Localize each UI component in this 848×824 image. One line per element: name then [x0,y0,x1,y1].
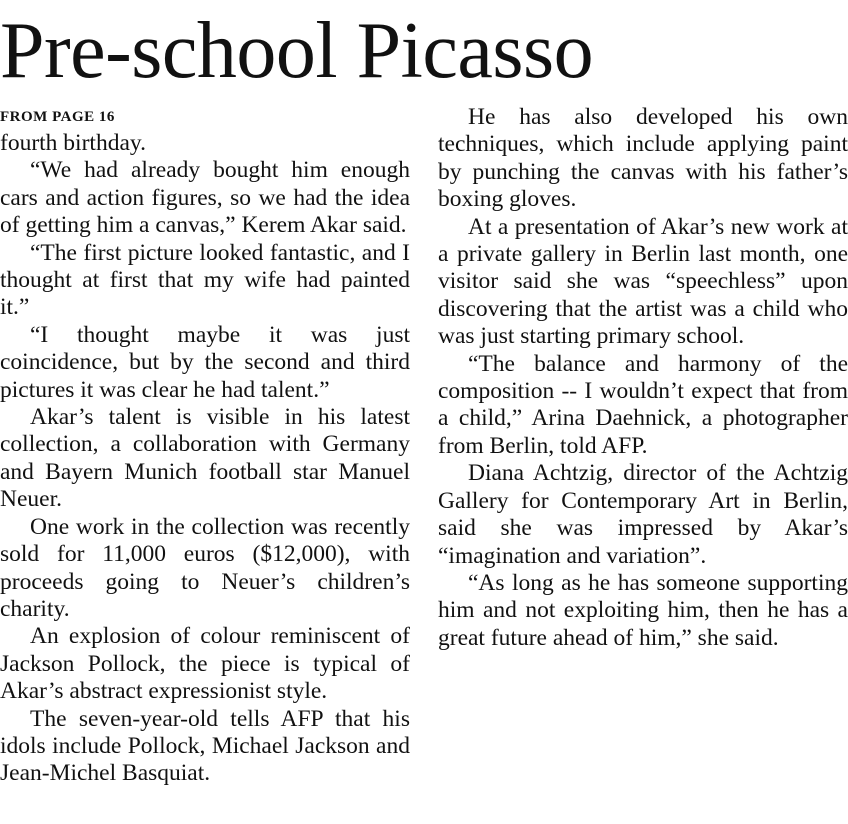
paragraph: “We had already bought him enough cars and action figures, so we had the idea of getting him a canvas,” Kerem Akar said. [0,157,410,239]
jump-line: FROM PAGE 16 [0,109,115,125]
paragraph: An explosion of colour reminiscent of Jackson Pollock, the piece is typical of Akar’s abstract expressionist style. [0,623,410,705]
paragraph: One work in the collection was recently sold for 11,000 euros ($12,000), with proceeds going to Neuer’s children’s charity. [0,513,410,622]
paragraph: “As long as he has someone supporting him and not exploiting him, then he has a great future ahead of him,” she said. [438,569,848,651]
paragraph: “The first picture looked fantastic, and I thought at first that my wife had painted it.” [0,239,410,321]
paragraph: Akar’s talent is visible in his latest collection, a collaboration with Germany and Bayern Munich football star Manuel Neuer. [0,404,410,513]
headline: Pre-school Picasso [0,7,594,95]
paragraph: He has also developed his own techniques, which include applying paint by punching the canvas with his father’s boxing gloves. [438,104,848,213]
paragraph: Diana Achtzig, director of the Achtzig Gallery for Contemporary Art in Berlin, said she was impressed by Akar’s “imagination and variation”. [438,460,848,569]
paragraph: fourth birthday. [0,130,146,156]
article-column-right [438,104,848,652]
article-column-left [0,104,410,788]
paragraph: The seven-year-old tells AFP that his idols include Pollock, Michael Jackson and Jean-Michel Basquiat. [0,705,410,787]
paragraph: “The balance and harmony of the composition -- I wouldn’t expect that from a child,” Arina Daehnick, a photographer from Berlin, told AFP. [438,350,848,459]
paragraph: “I thought maybe it was just coincidence, but by the second and third pictures it was clear he had talent.” [0,321,410,403]
paragraph: At a presentation of Akar’s new work at a private gallery in Berlin last month, one visitor said she was “speechless” upon discovering that the artist was a child who was just starting primary school. [438,213,848,350]
